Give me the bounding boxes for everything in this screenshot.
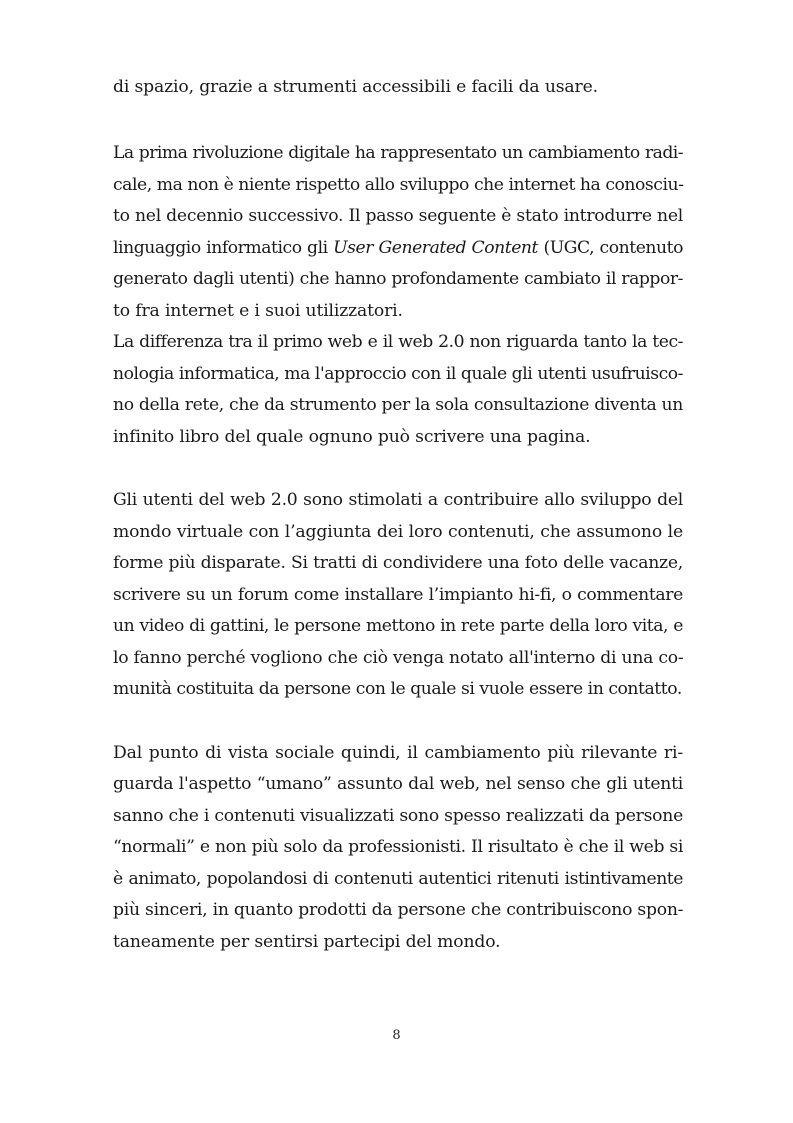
- paragraph-4-line-0: Dal punto di vista sociale quindi, il cambiamento più rilevante ri-: [113, 743, 683, 763]
- paragraph-4-line-5: più sinceri, in quanto prodotti da persone che contribuiscono spon-: [113, 900, 684, 920]
- paragraph-4-line-1: guarda l'aspetto “umano” assunto dal web, nel senso che gli utenti: [113, 774, 683, 794]
- paragraph-3-line-1: mondo virtuale con l’aggiunta dei loro contenuti, che assumono le: [113, 522, 683, 542]
- paragraph-2-line-1: nologia informatica, ma l'approccio con il quale gli utenti usufruisco-: [113, 364, 684, 384]
- paragraph-4-line-3: “normali” e non più solo da professionisti. Il risultato è che il web si: [113, 837, 683, 857]
- paragraph-3-line-0: Gli utenti del web 2.0 sono stimolati a contribuire allo sviluppo del: [113, 490, 683, 510]
- paragraph-3-line-3: scrivere su un forum come installare l’impianto hi-fi, o commentare: [113, 585, 683, 605]
- paragraph-1-line-3: [113, 237, 683, 259]
- paragraph-1-line-2: to nel decennio successivo. Il passo seguente è stato introdurre nel: [113, 206, 684, 226]
- paragraph-2-line-3: infinito libro del quale ognuno può scrivere una pagina.: [113, 427, 591, 447]
- paragraph-4-line-6: taneamente per sentirsi partecipi del mondo.: [113, 932, 501, 952]
- paragraph-3-line-5: lo fanno perché vogliono che ciò venga notato all'interno di una co-: [113, 648, 684, 668]
- paragraph-1-line-3-after: (UGC, contenuto: [538, 238, 684, 258]
- paragraph-1-line-3-before: linguaggio informatico gli: [113, 238, 334, 258]
- paragraph-4-line-2: sanno che i contenuti visualizzati sono spesso realizzati da persone: [113, 806, 683, 826]
- paragraph-1-line-5: to fra internet e i suoi utilizzatori.: [113, 301, 403, 321]
- paragraph-0-line-0: di spazio, grazie a strumenti accessibili e facili da usare.: [113, 77, 598, 97]
- paragraph-1-line-1: cale, ma non è niente rispetto allo sviluppo che internet ha conosciu-: [113, 175, 684, 195]
- paragraph-1-line-0: La prima rivoluzione digitale ha rappresentato un cambiamento radi-: [113, 143, 683, 163]
- paragraph-3-line-4: un video di gattini, le persone mettono in rete parte della loro vita, e: [113, 616, 683, 636]
- paragraph-4-line-4: è animato, popolandosi di contenuti autentici ritenuti istintivamente: [113, 869, 683, 889]
- paragraph-3-line-6: munità costituita da persone con le quale si vuole essere in contatto.: [113, 679, 682, 699]
- paragraph-3-line-2: forme più disparate. Si tratti di condividere una foto delle vacanze,: [113, 553, 683, 573]
- paragraph-2-line-2: no della rete, che da strumento per la sola consultazione diventa un: [113, 395, 683, 415]
- page-number: 8: [392, 1028, 401, 1043]
- paragraph-1-line-3-italic: User Generated Content: [333, 238, 539, 258]
- paragraph-2-line-0: La differenza tra il primo web e il web 2.0 non riguarda tanto la tec-: [113, 332, 683, 352]
- paragraph-1-line-4: generato dagli utenti) che hanno profondamente cambiato il rappor-: [113, 269, 683, 289]
